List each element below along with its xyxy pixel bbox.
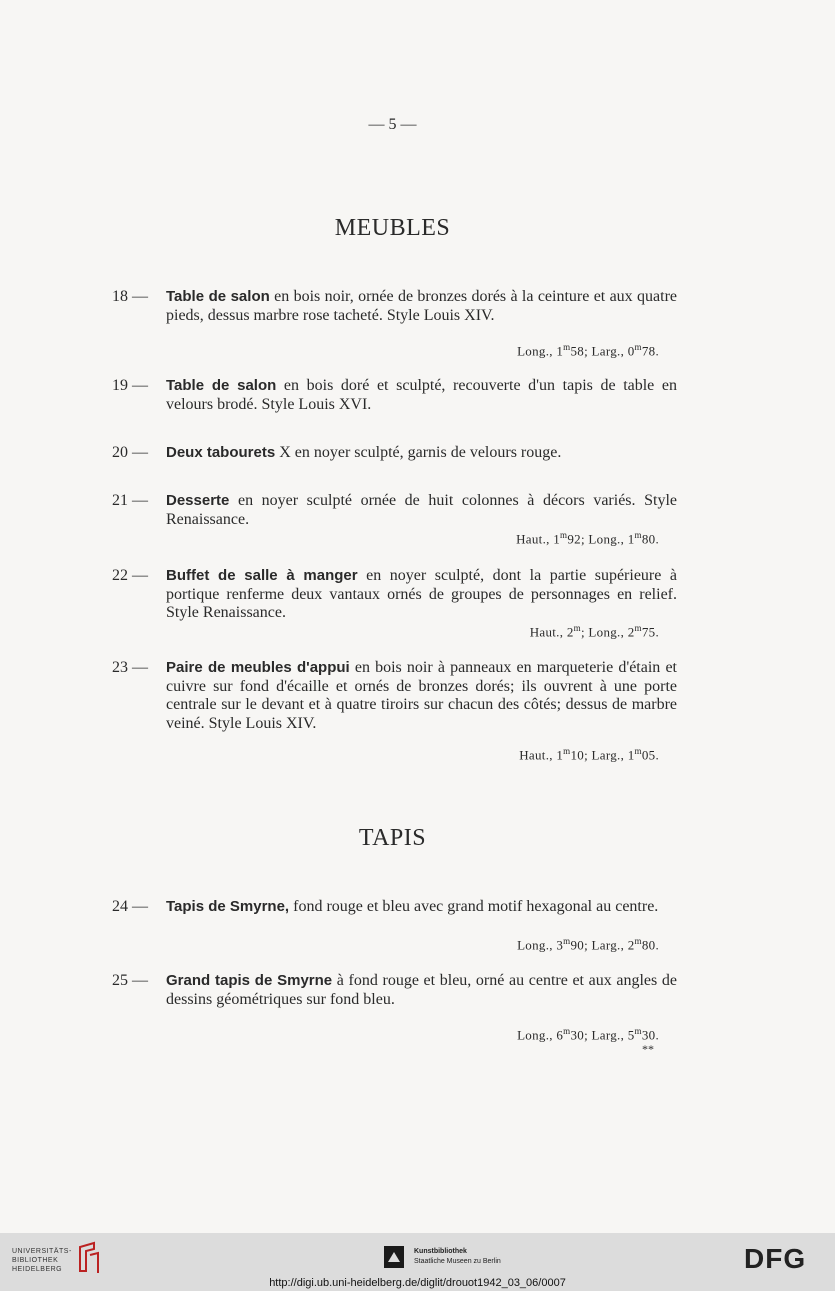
entry-dimensions: Long., 1$^m$58; Larg., 0$^m$78. [517,342,659,359]
entry-dimensions: Haut., 1$^m$92; Long., 1$^m$80. [516,530,659,547]
entry-dimensions: Long., 6$^m$30; Larg., 5$^m$30. [517,1026,659,1043]
kunstbibliothek-label[interactable]: Kunstbibliothek Staatliche Museen zu Berlin [414,1248,501,1265]
signature-mark: ** [642,1042,654,1056]
catalog-entry [112,567,677,640]
university-library-label[interactable]: UNIVERSITÄTS- BIBLIOTHEK HEIDELBERG [12,1248,72,1273]
entry-title: Desserte [166,492,230,509]
entry-description: fond rouge et bleu avec grand motif hexagonal au centre. [289,898,659,915]
entry-dimensions: Haut., 1$^m$10; Larg., 1$^m$05. [519,746,659,763]
entry-title: Grand tapis de Smyrne [166,972,333,989]
entry-title: Table de salon [166,377,277,394]
catalog-entry [112,898,677,953]
section-title-meubles: MEUBLES [334,215,451,241]
entry-title: Table de salon [166,288,270,305]
entry-number: 19 — [112,377,148,394]
entry-description: en noyer sculpté, dont la partie supérieure à portique renferme deux vantaux ornés de groupes de personnages en relief. Style Renaissance. [166,567,677,621]
entry-description: en bois noir à panneaux en marqueterie d'étain et cuivre sur fond d'écaille et ornés de bronzes dorés; ils ouvrent à une porte centrale sur le devant et à quatre tiroirs sur chacun des côtés; dessus de marbre veiné. Style Louis XIV. [166,659,677,732]
entry-description: X en noyer sculpté, garnis de velours rouge. [275,444,562,461]
entry-number: 25 — [112,972,148,989]
entry-dimensions: Long., 3$^m$90; Larg., 2$^m$80. [517,936,659,953]
entry-description: à fond rouge et bleu, orné au centre et aux angles de dessins géométriques sur fond bleu. [166,972,678,1008]
entry-number: 24 — [112,898,148,915]
entry-number: 22 — [112,567,148,584]
entry-description: en bois doré et sculpté, recouverte d'un tapis de table en velours brodé. Style Louis XVI. [166,377,677,413]
entry-number: 20 — [112,444,148,461]
entry-number: 23 — [112,659,148,676]
entry-description: en noyer sculpté ornée de huit colonnes à décors variés. Style Renaissance. [166,492,677,528]
entry-description: en bois noir, ornée de bronzes dorés à la ceinture et aux quatre pieds, dessus marbre rose tacheté. Style Louis XIV. [166,288,677,324]
page-number: — 5 — [368,116,417,133]
entry-number: 21 — [112,492,148,509]
dfg-logo[interactable]: DFG [744,1243,807,1274]
catalog-entry [112,444,677,463]
section-title-tapis: TAPIS [358,825,427,851]
viewer-footer [0,1233,835,1291]
entry-title: Paire de meubles d'appui [166,659,350,676]
entry-dimensions: Haut., 2$^m$; Long., 2$^m$75. [529,623,659,640]
catalog-entry [112,492,677,547]
entry-title: Buffet de salle à manger [166,567,358,584]
entry-title: Tapis de Smyrne, [166,898,290,915]
page-url[interactable]: http://digi.ub.uni-heidelberg.de/diglit/drouot1942_03_06/0007 [269,1277,566,1289]
catalog-entry [112,288,677,359]
entry-title: Deux tabourets [166,444,276,461]
entry-number: 18 — [112,288,148,305]
university-logo-icon[interactable] [76,1241,102,1275]
catalog-entry [112,659,677,763]
catalog-entry [112,972,678,1043]
kunstbibliothek-logo-icon[interactable] [384,1246,404,1268]
catalog-entry [112,377,677,414]
